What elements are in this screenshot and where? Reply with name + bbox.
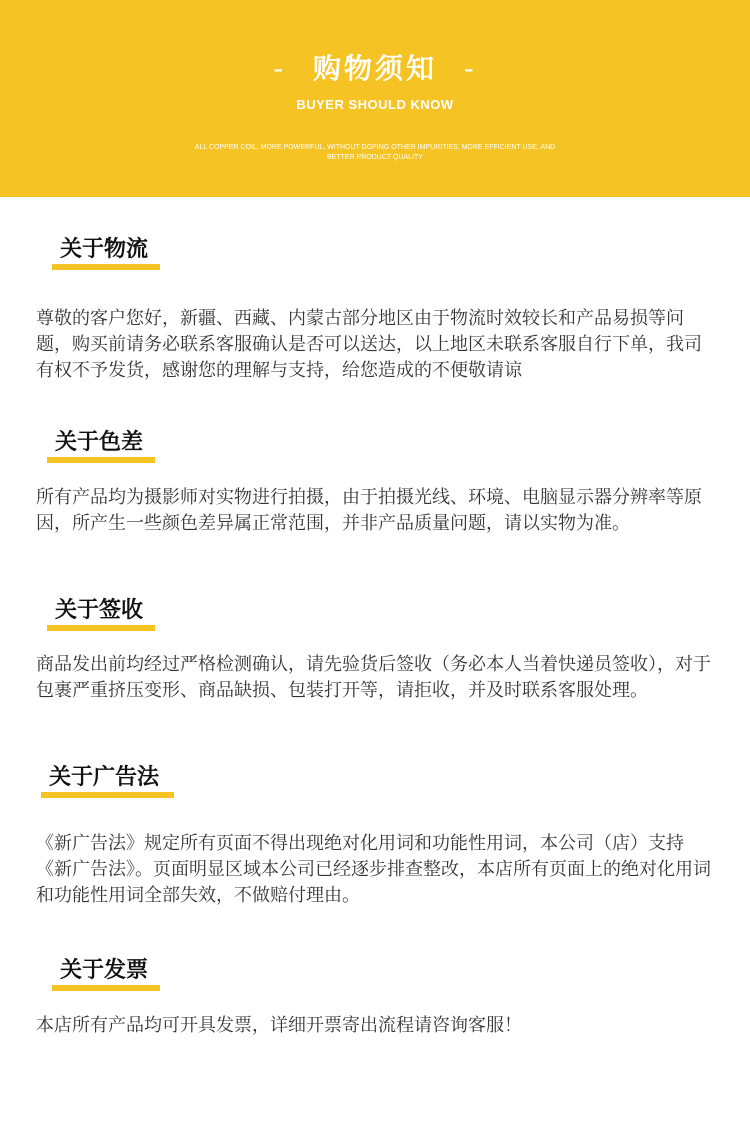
section-heading-text: 关于发票 [60, 958, 149, 983]
section-heading-text: 关于物流 [60, 237, 149, 262]
section-heading-text: 关于签收 [55, 598, 144, 623]
heading-underline [47, 625, 155, 631]
heading-underline [52, 985, 160, 991]
heading-underline [41, 792, 174, 798]
section-heading-color [47, 429, 155, 463]
section-body-invoice: 本店所有产品均可开具发票，详细开票寄出流程请咨询客服！ [36, 1015, 522, 1036]
banner-note: ALL COPPER COIL, MORE POWERFUL, WITHOUT DOPING OTHER IMPURITIES, MORE EFFICIENT USE, AND BETTER PRODUCT QUALITY [194, 144, 556, 161]
section-heading-ad-law [41, 764, 174, 798]
section-heading-text: 关于广告法 [49, 765, 160, 790]
heading-underline [52, 264, 160, 270]
page-subtitle: BUYER SHOULD KNOW [296, 97, 454, 112]
section-body-logistics: 尊敬的客户您好，新疆、西藏、内蒙古部分地区由于物流时效较长和产品易损等问题，购买前请务必联系客服确认是否可以送达，以上地区未联系客服自行下单，我司有权不予发货，感谢您的理解与支持，给您造成的不便敬请谅 [36, 308, 702, 381]
title-dash-right: - [463, 52, 477, 85]
page-title-text: 购物须知 [312, 52, 437, 85]
title-dash-left: - [273, 52, 287, 85]
header-banner [0, 0, 750, 197]
section-heading-signing [47, 597, 155, 631]
page-title [0, 50, 750, 88]
section-heading-text: 关于色差 [55, 430, 144, 455]
section-body-ad-law: 《新广告法》规定所有页面不得出现绝对化用词和功能性用词，本公司（店）支持《新广告法》。页面明显区域本公司已经逐步排查整改，本店所有页面上的绝对化用词和功能性用词全部失效，不做赔付理由。 [36, 833, 711, 906]
heading-underline [47, 457, 155, 463]
section-heading-invoice [52, 957, 160, 991]
section-body-signing: 商品发出前均经过严格检测确认，请先验货后签收（务必本人当着快递员签收），对于包裹严重挤压变形、商品缺损、包装打开等，请拒收，并及时联系客服处理。 [36, 654, 711, 701]
section-body-color: 所有产品均为摄影师对实物进行拍摄，由于拍摄光线、环境、电脑显示器分辨率等原因，所产生一些颜色差异属正常范围，并非产品质量问题，请以实物为准。 [36, 487, 702, 534]
section-heading-logistics [52, 236, 160, 270]
